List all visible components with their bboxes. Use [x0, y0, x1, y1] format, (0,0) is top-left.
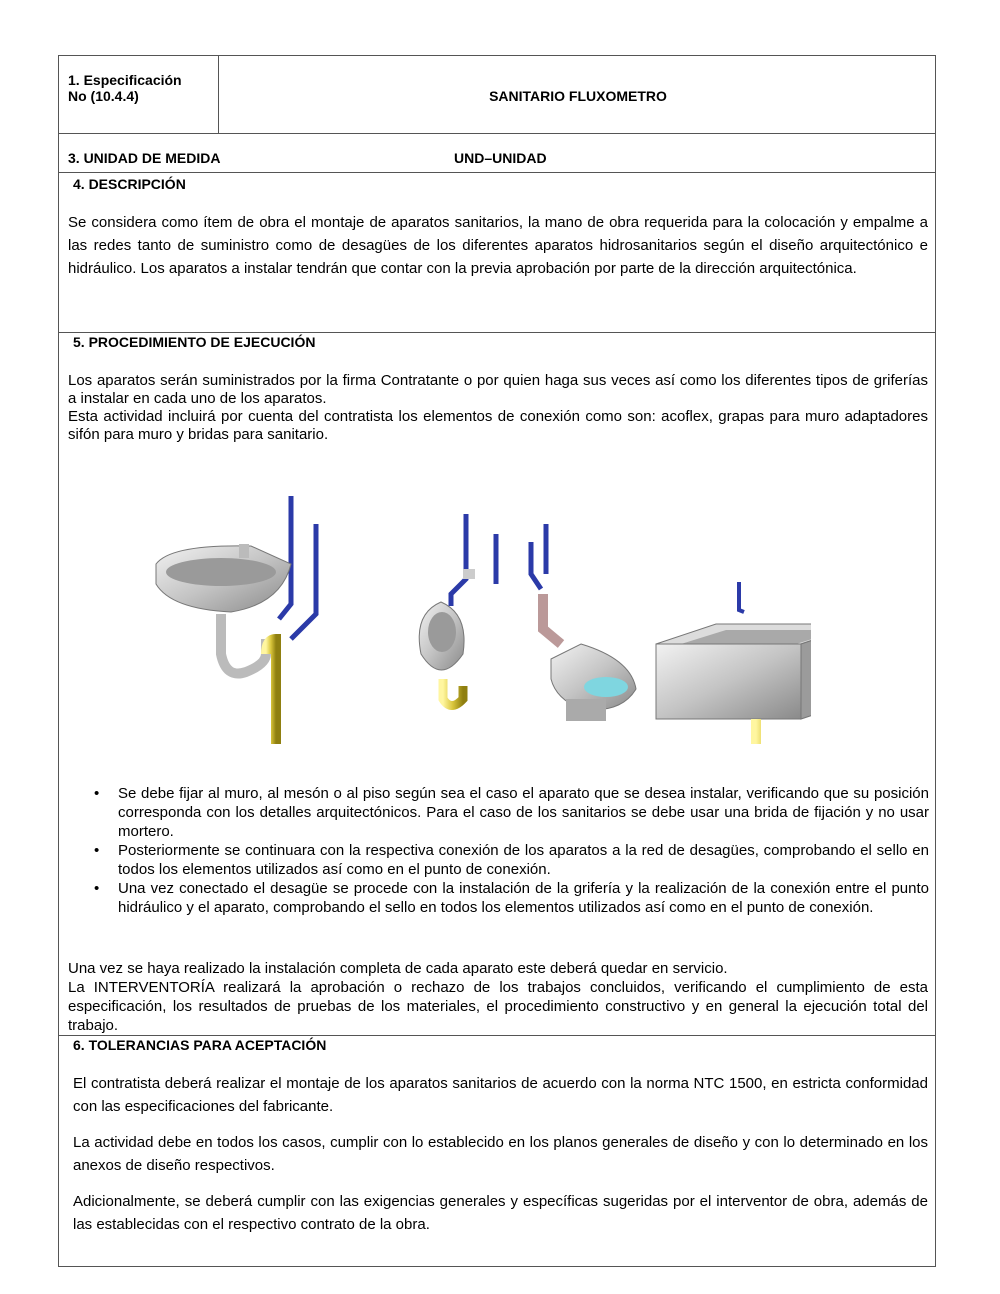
- spec-number-label: [68, 72, 218, 104]
- description-bottom-border: [59, 332, 935, 333]
- bullet-text: Una vez conectado el desagüe se procede con la instalación de la grifería y la realización de la conexión entre el punto hidráulico y el aparato, comprobando el sello en todos los elementos utilizados así como en el punto de conexión.: [118, 880, 929, 916]
- sanitary-fixtures-illustration: [151, 454, 811, 744]
- tolerances-p2: La actividad debe en todos los casos, cumplir con lo establecido en los planos generales de diseño y con lo determinado en los anexos de diseño respectivos.: [73, 1134, 928, 1174]
- bullet-icon: •: [94, 842, 100, 859]
- bullet-text: Se debe fijar al muro, al mesón o al piso según sea el caso el aparato que se desea instalar, verificando que su posición corresponda con los detalles arquitectónicos. Para el caso de los sanitarios se debe usar una brida de fijación y no usar mortero.: [118, 785, 929, 840]
- description-heading: 4. DESCRIPCIÓN: [73, 176, 186, 192]
- procedure-closing-2: La INTERVENTORÍA realizará la aprobación o rechazo de los trabajos concluidos, verificando el cumplimiento de esta especificación, los resultados de pruebas de los materiales, el procedimiento constructivo y en general la ejecución total del trabajo.: [68, 979, 928, 1034]
- description-text: Se considera como ítem de obra el montaje de aparatos sanitarios, la mano de obra requerida para la colocación y empalme a las redes tanto de suministro como de desagües de los diferentes aparatos hidrosanitarios según el diseño arquitectónico e hidráulico. Los aparatos a instalar tendrán que contar con la previa aprobación por parte de la dirección arquitectónica.: [68, 214, 928, 277]
- urinal-illustration: [419, 514, 496, 744]
- procedure-bullets: [59, 784, 929, 917]
- bullet-icon: •: [94, 785, 100, 802]
- procedure-heading: 5. PROCEDIMIENTO DE EJECUCIÓN: [73, 334, 316, 350]
- procedure-intro-1: Los aparatos serán suministrados por la firma Contratante o por quien haga sus veces así como los diferentes tipos de griferías a instalar en cada uno de los aparatos.: [68, 372, 928, 407]
- procedure-intro: [68, 372, 928, 444]
- toilet-illustration: [531, 524, 636, 744]
- unit-label: 3. UNIDAD DE MEDIDA: [68, 150, 221, 166]
- bathtub-illustration: [656, 582, 811, 744]
- list-item: [59, 879, 929, 917]
- spec-sheet: [58, 55, 936, 1267]
- sink-illustration: [156, 496, 316, 744]
- tolerances-p1: El contratista deberá realizar el montaje de los aparatos sanitarios de acuerdo con la norma NTC 1500, en estricta conformidad con las especificaciones del fabricante.: [73, 1075, 928, 1115]
- list-item: [59, 784, 929, 841]
- procedure-closing: [68, 959, 928, 1035]
- tolerances-p3: Adicionalmente, se deberá cumplir con las exigencias generales y específicas sugeridas por el interventor de obra, además de las establecidas con el respectivo contrato de la obra.: [73, 1193, 928, 1233]
- spec-label-line2: No (10.4.4): [68, 88, 139, 104]
- procedure-closing-1: Una vez se haya realizado la instalación completa de cada aparato este deberá quedar en servicio.: [68, 960, 728, 977]
- procedure-bottom-border: [59, 1035, 935, 1036]
- spec-title: SANITARIO FLUXOMETRO: [489, 88, 667, 104]
- bullet-icon: •: [94, 880, 100, 897]
- spec-label-line1: 1. Especificación: [68, 72, 182, 88]
- list-item: [59, 841, 929, 879]
- bullet-text: Posteriormente se continuara con la respectiva conexión de los aparatos a la red de desagües, comprobando el sello en todos los elementos utilizados así como en el punto de conexión.: [118, 842, 929, 878]
- procedure-intro-2: Esta actividad incluirá por cuenta del contratista los elementos de conexión como son: acoflex, grapas para muro adaptadores sifón para muro y bridas para sanitario.: [68, 408, 928, 443]
- unit-bottom-border: [59, 172, 935, 173]
- tolerances-heading: 6. TOLERANCIAS PARA ACEPTACIÓN: [73, 1037, 327, 1053]
- unit-value: UND–UNIDAD: [454, 150, 547, 166]
- header-bottom-border: [59, 133, 935, 134]
